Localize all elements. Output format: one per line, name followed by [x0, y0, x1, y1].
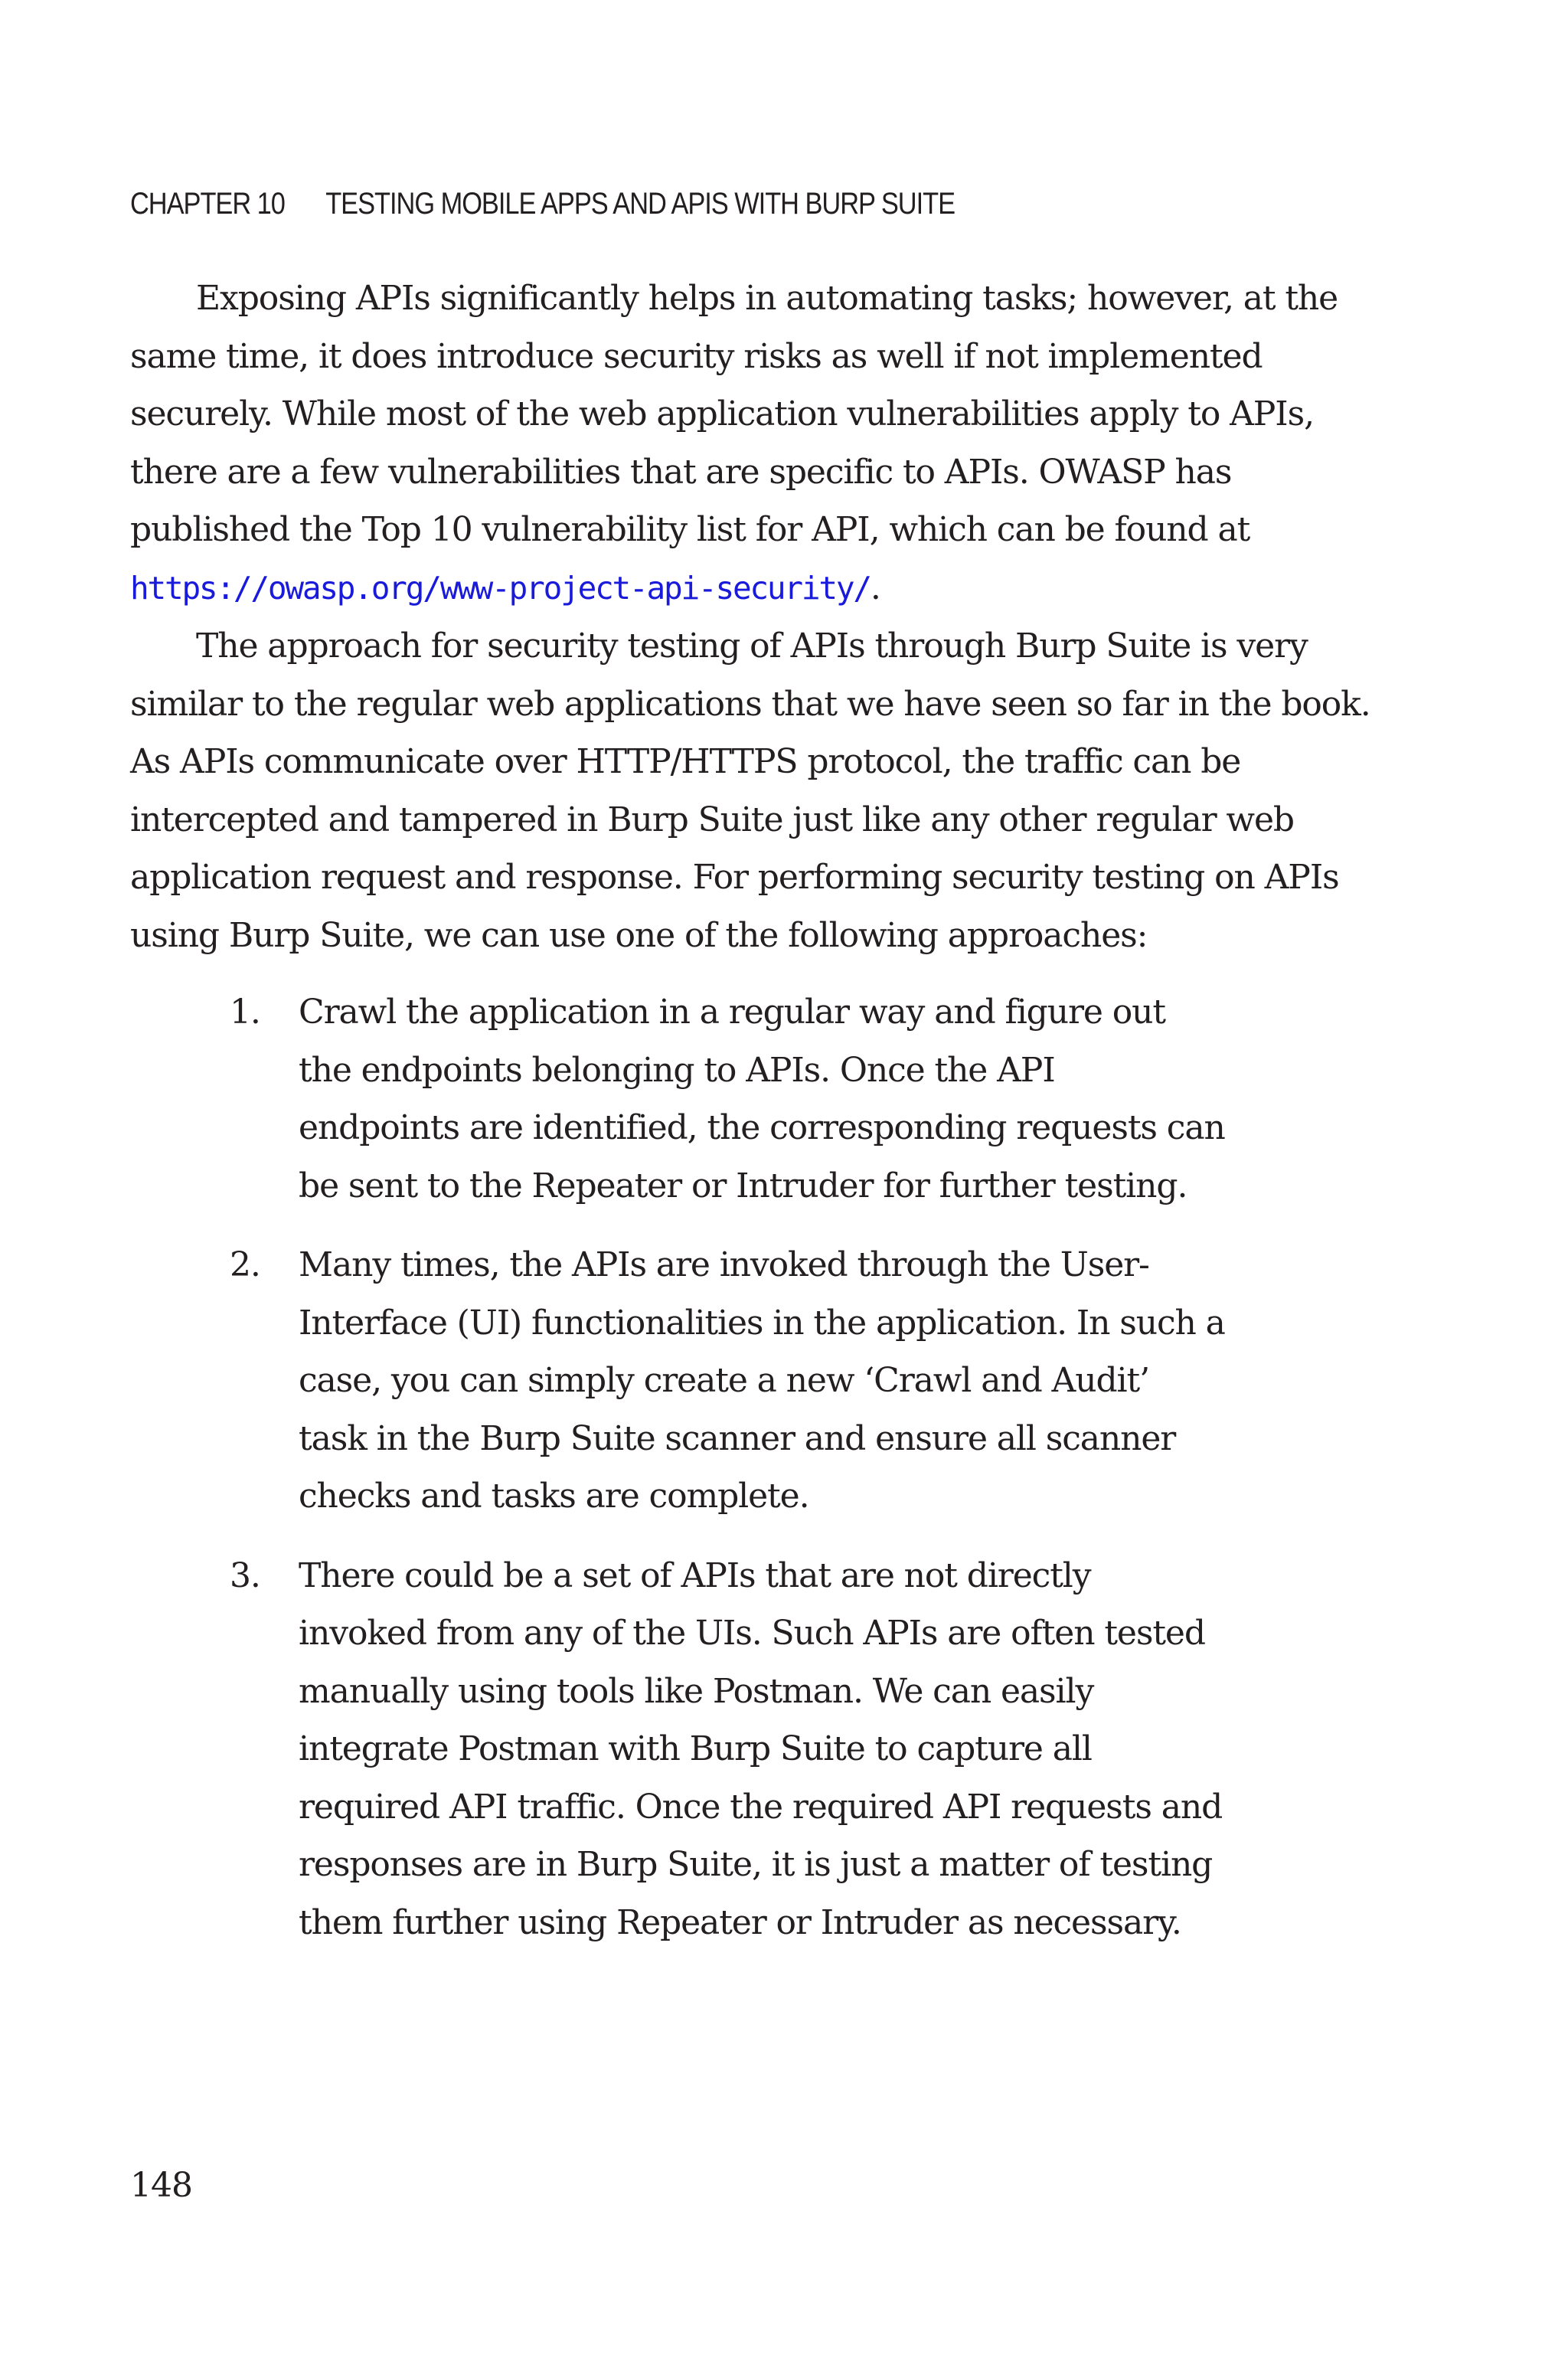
paragraph-approach: The approach for security testing of APIs through Burp Suite is very similar to the regular web applications that we have seen so far in the book. As APIs communicate over HTTP/HTTPS protocol, the traffic can be intercepted and tampered in Burp Suite just like any other regular web application request and response. For performing security testing on APIs using Burp Suite, we can use one of the following approaches: [130, 626, 1370, 955]
running-header [130, 187, 955, 221]
approaches-list [230, 983, 1225, 1973]
body-text [130, 270, 1386, 964]
page-number: 148 [130, 2166, 192, 2205]
list-item-number: 3. [230, 1555, 260, 1595]
paragraph-intro-end: . [870, 568, 880, 607]
list-item-text: There could be a set of APIs that are not directly invoked from any of the UIs. Such APIs are often tested manually using tools like Postman. We can easily integrate Postman with Burp Suite to capture all required API traffic. Once the required API requests and responses are in Burp Suite, it is just a matter of testing them further using Repeater or Intruder as necessary. [299, 1555, 1223, 1942]
paragraph-intro [130, 270, 1386, 617]
list-item-number: 1. [230, 993, 260, 1032]
list-item [230, 983, 1225, 1215]
list-item-text: Crawl the application in a regular way and figure out the endpoints belonging to APIs. Once the API endpoints are identified, the corresponding requests can be sent to the Repeater or Intruder for further testing. [299, 993, 1225, 1205]
list-item-text: Many times, the APIs are invoked through the User-Interface (UI) functionalities in the application. In such a case, you can simply create a new ‘Crawl and Audit’ task in the Burp Suite scanner and ensure all scanner checks and tasks are complete. [299, 1245, 1225, 1516]
paragraph-intro-text: Exposing APIs significantly helps in automating tasks; however, at the same time, it does introduce security risks as well if not implemented securely. While most of the web application vulnerabilities apply to APIs, there are a few vulnerabilities that are specific to APIs. OWASP has published the Top 10 vulnerability list for API, which can be found at [130, 279, 1338, 549]
list-item-number: 2. [230, 1245, 260, 1284]
chapter-title: TESTING MOBILE APPS AND APIS WITH BURP SUITE [325, 187, 956, 221]
list-item [230, 1547, 1225, 1952]
list-item [230, 1236, 1225, 1526]
owasp-api-security-link[interactable]: https://owasp.org/www-project-api-security/ [130, 569, 871, 607]
chapter-label: CHAPTER 10 [130, 187, 285, 221]
